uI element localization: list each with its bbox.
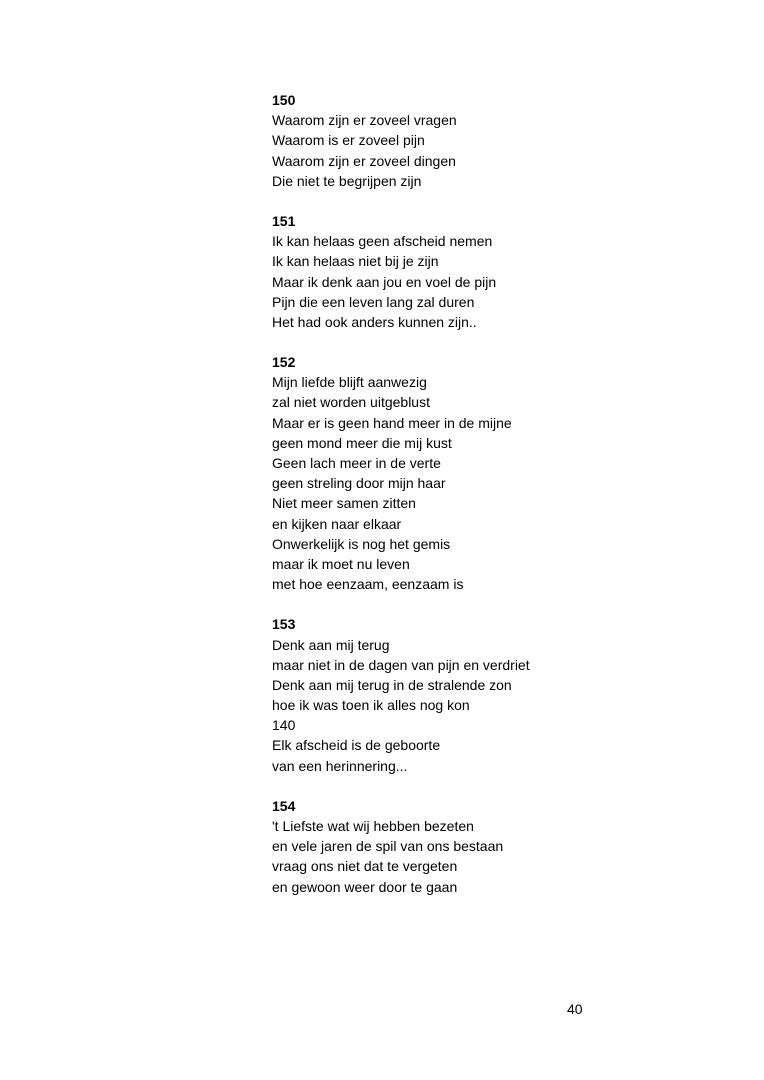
poem-line: Waarom is er zoveel pijn	[272, 132, 425, 149]
poem-line: Onwerkelijk is nog het gemis	[272, 535, 451, 552]
page-number: 40	[567, 1001, 583, 1017]
poem-line: met hoe eenzaam, eenzaam is	[272, 576, 464, 593]
poem-line: Denk aan mij terug	[272, 636, 390, 653]
poem-line: geen mond meer die mij kust	[272, 434, 452, 451]
poem-line: Pijn die een leven lang zal duren	[272, 293, 475, 310]
poem-line: en kijken naar elkaar	[272, 515, 402, 532]
poem-line: Het had ook anders kunnen zijn..	[272, 313, 477, 330]
poem-line: maar ik moet nu leven	[272, 555, 410, 572]
poem-line: Niet meer samen zitten	[272, 495, 416, 512]
poem-line: hoe ik was toen ik alles nog kon	[272, 697, 470, 714]
poem-150	[272, 90, 692, 191]
poem-152	[272, 352, 692, 594]
poem-line: Denk aan mij terug in de stralende zon	[272, 676, 512, 693]
poem-number: 154	[272, 797, 296, 814]
poem-line: Mijn liefde blijft aanwezig	[272, 374, 427, 391]
poem-line: en gewoon weer door te gaan	[272, 878, 458, 895]
poem-list	[272, 90, 692, 917]
poem-number: 150	[272, 92, 296, 108]
poem-line: Maar ik denk aan jou en voel de pijn	[272, 273, 497, 290]
poem-154	[272, 796, 692, 897]
poem-line: zal niet worden uitgeblust	[272, 394, 430, 411]
poem-line: Geen lach meer in de verte	[272, 455, 441, 471]
poem-line: Ik kan helaas geen afscheid nemen	[272, 233, 493, 250]
poem-line: maar niet in de dagen van pijn en verdriet	[272, 656, 530, 673]
poem-line: Elk afscheid is de geboorte	[272, 737, 441, 754]
poem-line: 140	[272, 717, 296, 734]
poem-number: 152	[272, 354, 296, 371]
poem-line: van een herinnering...	[272, 757, 408, 774]
poem-line: vraag ons niet dat te vergeten	[272, 858, 458, 875]
poem-line: Maar er is geen hand meer in de mijne	[272, 414, 512, 431]
poem-153	[272, 614, 692, 776]
poem-line: Waarom zijn er zoveel vragen	[272, 112, 457, 129]
poem-line: Die niet te begrijpen zijn	[272, 172, 422, 189]
poem-line: Waarom zijn er zoveel dingen	[272, 152, 456, 169]
poem-151	[272, 211, 692, 332]
poem-line: geen streling door mijn haar	[272, 475, 446, 492]
poem-line: Ik kan helaas niet bij je zijn	[272, 253, 439, 270]
poem-line: 't Liefste wat wij hebben bezeten	[272, 818, 474, 834]
poem-number: 151	[272, 212, 296, 229]
poem-number: 153	[272, 616, 296, 633]
poem-line: en vele jaren de spil van ons bestaan	[272, 838, 504, 855]
